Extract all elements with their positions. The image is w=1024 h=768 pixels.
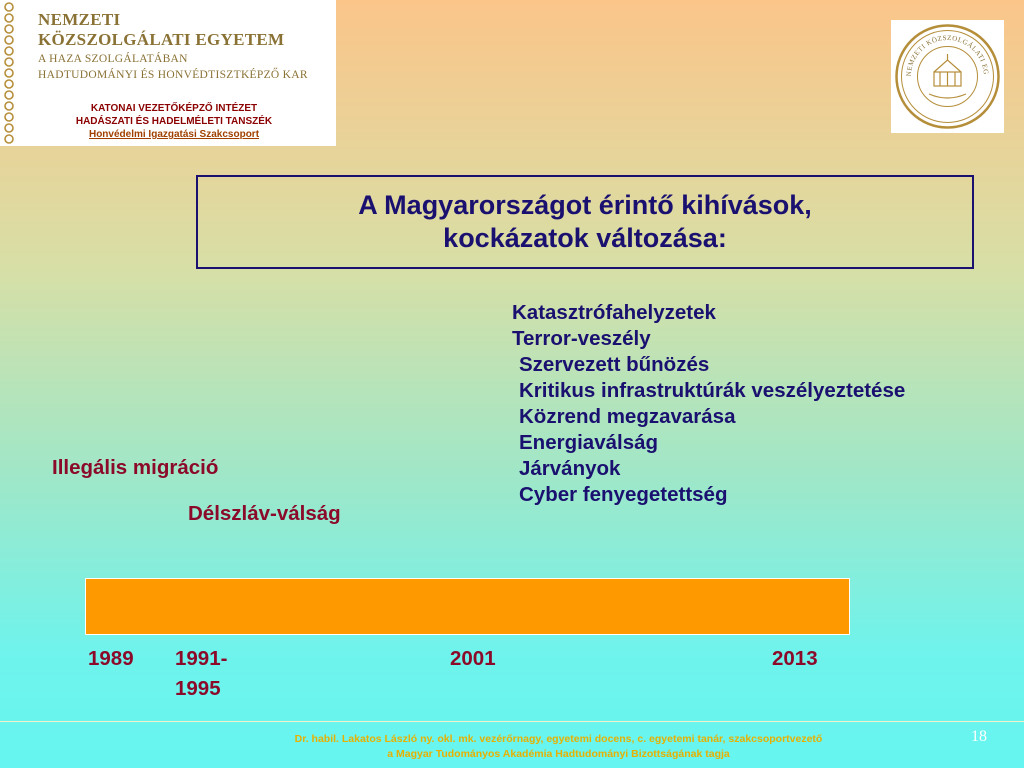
list-item: Szervezett bűnözés [519, 353, 710, 376]
university-name-line2: KÖZSZOLGÁLATI EGYETEM [38, 30, 285, 49]
slide-title-line2: kockázatok változása: [443, 223, 727, 253]
faculty-name: HADTUDOMÁNYI ÉS HONVÉDTISZTKÉPZŐ KAR [38, 69, 308, 81]
group-name: Honvédelmi Igazgatási Szakcsoport [88, 129, 260, 140]
timeline-year-2013: 2013 [772, 647, 818, 670]
footer-affiliation: a Magyar Tudományos Akadémia Hadtudományi Bizottságának tagja [387, 748, 730, 760]
list-item: Cyber fenyegetettség [519, 483, 728, 506]
timeline-bar [85, 578, 850, 635]
event-delszlav-crisis: Délszláv-válság [188, 502, 341, 525]
university-motto: A HAZA SZOLGÁLATÁBAN [38, 53, 188, 65]
timeline-year-1991: 1991- [175, 647, 228, 670]
footer-author: Dr. habil. Lakatos László ny. okl. mk. vezérőrnagy, egyetemi docens, c. egyetemi tanár, szakcsoportvezető [294, 733, 823, 745]
svg-text:NEMZETI KÖZSZOLGÁLATI EGYETEM: NEMZETI KÖZSZOLGÁLATI EG [904, 33, 991, 77]
list-item: Közrend megzavarása [519, 405, 736, 428]
university-logo [0, 0, 336, 146]
footer-divider [0, 721, 1024, 722]
university-seal [891, 20, 1004, 133]
risk-list [512, 300, 905, 508]
slide-title-box [196, 175, 974, 269]
ornament-border-icon [0, 0, 18, 146]
list-item: Terror-veszély [512, 327, 651, 350]
slide-title-line1: A Magyarországot érintő kihívások, [358, 190, 812, 220]
list-item: Járványok [519, 457, 621, 480]
timeline-year-1995: 1995 [175, 677, 221, 700]
event-illegal-migration: Illegális migráció [52, 456, 219, 479]
list-item: Energiaválság [519, 431, 659, 454]
university-name-line1: NEMZETI [38, 10, 121, 29]
list-item: Katasztrófahelyzetek [512, 301, 716, 324]
page-number: 18 [971, 728, 987, 745]
institute-name: KATONAI VEZETŐKÉPZŐ INTÉZET [90, 103, 258, 114]
timeline-year-1989: 1989 [88, 647, 134, 670]
seal-icon [891, 20, 1004, 133]
timeline-year-2001: 2001 [450, 647, 496, 670]
list-item: Kritikus infrastruktúrák veszélyeztetése [519, 379, 906, 402]
department-name: HADÁSZATI ÉS HADELMÉLETI TANSZÉK [75, 116, 273, 127]
